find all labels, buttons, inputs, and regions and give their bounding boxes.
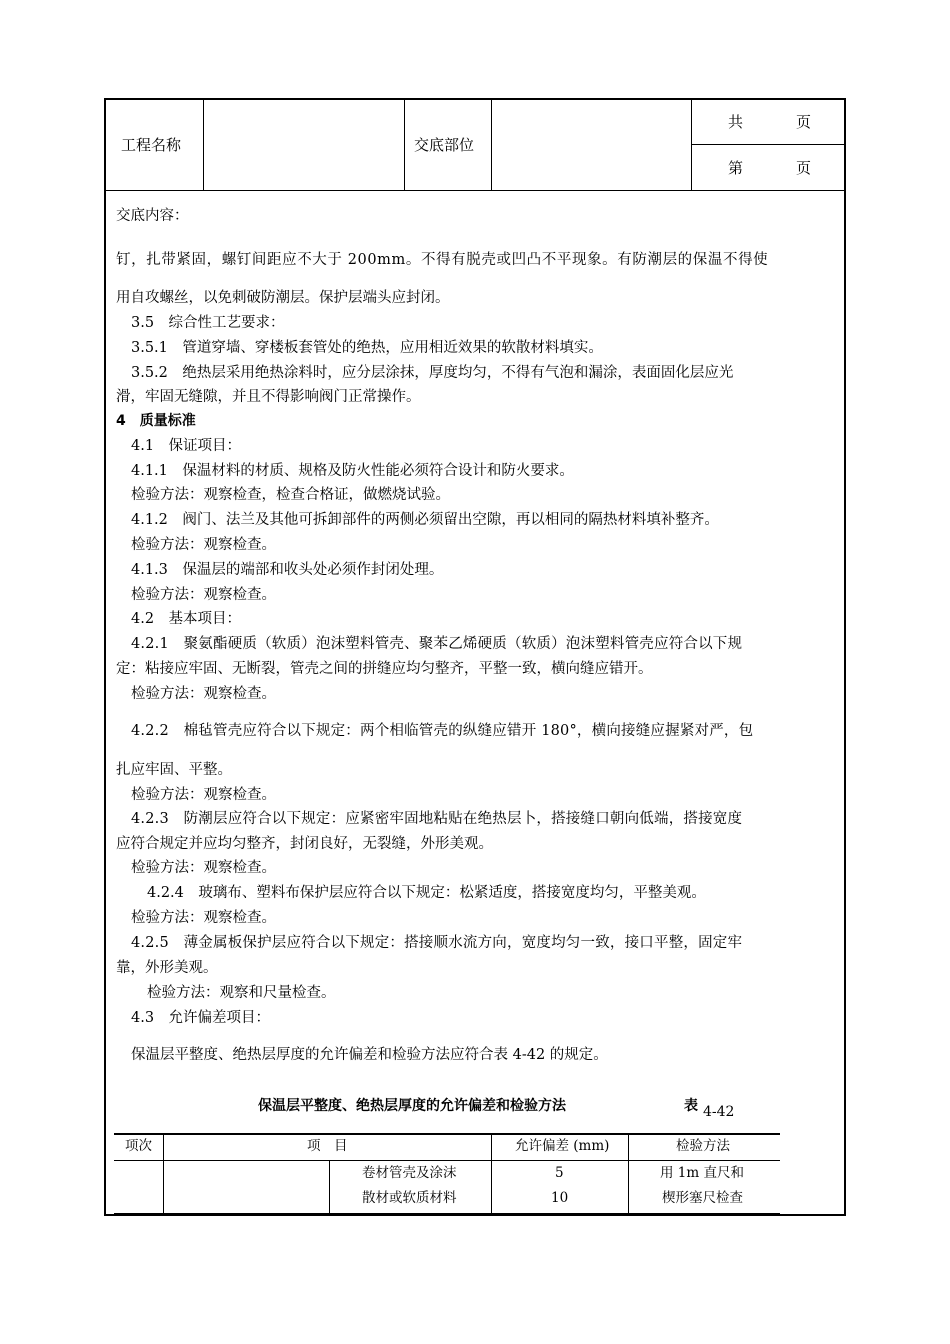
body-line: 4.2.4 玻璃布、塑料布保护层应符合以下规定：松紧适度，搭接宽度均匀，平整美观。 (147, 885, 706, 901)
body-line: 用自攻螺丝，以免刺破防潮层。保护层端头应封闭。 (116, 290, 450, 306)
project-name-label: 工程名称 (121, 136, 182, 154)
page-cell-divider (691, 144, 846, 145)
table-col-4 (628, 1134, 629, 1214)
page-no-char2: 页 (796, 159, 812, 177)
body-line: 4.1.3 保温层的端部和收头处必须作封闭处理。 (131, 562, 444, 578)
table-title: 保温层平整度、绝热层厚度的允许偏差和检验方法 (258, 1098, 566, 1114)
body-line: 检验方法：观察检查。 (131, 787, 276, 803)
table-top-line (114, 1133, 780, 1135)
table-cell-method: 楔形塞尺检查 (662, 1190, 743, 1206)
body-line: 检验方法：观察和尺量检查。 (147, 985, 336, 1001)
table-number: 4-42 (703, 1104, 735, 1120)
body-line: 检验方法：观察检查。 (131, 537, 276, 553)
header-divider-1 (203, 98, 204, 191)
table-col-3 (491, 1134, 492, 1214)
body-line: 扎应牢固、平整。 (116, 762, 232, 778)
table-cell-tolerance: 5 (555, 1165, 564, 1181)
table-header-index: 项次 (125, 1138, 152, 1154)
handover-part-label: 交底部位 (414, 136, 475, 154)
body-line: 4.1 保证项目： (131, 438, 242, 454)
body-line: 检验方法：观察检查。 (131, 910, 276, 926)
body-line: 应符合规定并应均匀整齐，封闭良好，无裂缝，外形美观。 (116, 836, 493, 852)
body-line: 3.5 综合性工艺要求： (131, 315, 285, 331)
page-no-char1: 第 (728, 159, 744, 177)
table-header-method: 检验方法 (676, 1138, 730, 1154)
table-header-line (114, 1160, 780, 1161)
header-divider-3 (491, 98, 492, 191)
body-line: 4.2.5 薄金属板保护层应符合以下规定：搭接顺水流方向，宽度均匀一致，接口平整，固定牢 (131, 935, 743, 951)
total-pages-char2: 页 (796, 113, 812, 131)
body-line: 靠，外形美观。 (116, 960, 218, 976)
content-label: 交底内容： (116, 208, 189, 224)
total-pages-char1: 共 (728, 113, 744, 131)
header-bottom-line (104, 190, 846, 191)
body-line: 检验方法：观察检查，检查合格证，做燃烧试验。 (131, 487, 450, 503)
body-line: 4.2.1 聚氨酯硬质（软质）泡沫塑料管壳、聚苯乙烯硬质（软质）泡沫塑料管壳应符合以下规 (131, 636, 743, 652)
body-line: 4.2.2 棉毡管壳应符合以下规定：两个相临管壳的纵缝应错开 180°，横向接缝应握紧对严，包 (131, 723, 754, 739)
table-header-tolerance: 允许偏差 (mm) (515, 1138, 610, 1154)
table-cell-item: 散材或软质材料 (362, 1190, 457, 1206)
section-heading: 4 质量标准 (116, 413, 196, 429)
body-line: 4.1.1 保温材料的材质、规格及防火性能必须符合设计和防火要求。 (131, 463, 574, 479)
body-line: 检验方法：观察检查。 (131, 587, 276, 603)
body-line: 4.3 允许偏差项目： (131, 1010, 271, 1026)
body-line: 4.2 基本项目： (131, 611, 242, 627)
table-cell-method: 用 1m 直尺和 (660, 1165, 744, 1181)
table-label: 表 (684, 1098, 698, 1114)
body-line: 4.1.2 阀门、法兰及其他可拆卸部件的两侧必须留出空隙，再以相同的隔热材料填补整齐。 (131, 512, 719, 528)
body-line: 钉，扎带紧固，螺钉间距应不大于 200mm。不得有脱壳或凹凸不平现象。有防潮层的保温不得使 (116, 252, 769, 268)
body-line: 检验方法：观察检查。 (131, 686, 276, 702)
table-col-2 (329, 1161, 330, 1214)
body-line: 滑，牢固无缝隙，并且不得影响阀门正常操作。 (116, 389, 421, 405)
table-header-item: 项 目 (307, 1138, 348, 1154)
header-divider-2 (404, 98, 405, 191)
table-col-1 (163, 1134, 164, 1214)
table-cell-item: 卷材管壳及涂沫 (362, 1165, 457, 1181)
body-line: 定：粘接应牢固、无断裂，管壳之间的拼缝应均匀整齐，平整一致，横向缝应错开。 (116, 661, 653, 677)
table-cell-tolerance: 10 (551, 1190, 569, 1206)
body-line: 检验方法：观察检查。 (131, 860, 276, 876)
body-line: 3.5.2 绝热层采用绝热涂料时，应分层涂抹，厚度均匀，不得有气泡和漏涂，表面固化层应光 (131, 365, 734, 381)
body-line: 3.5.1 管道穿墙、穿楼板套管处的绝热，应用相近效果的软散材料填实。 (131, 340, 603, 356)
table-bottom-line (114, 1213, 780, 1214)
body-line: 保温层平整度、绝热层厚度的允许偏差和检验方法应符合表 4-42 的规定。 (131, 1047, 608, 1063)
body-line: 4.2.3 防潮层应符合以下规定：应紧密牢固地粘贴在绝热层卜，搭接缝口朝向低端，搭接宽度 (131, 811, 743, 827)
